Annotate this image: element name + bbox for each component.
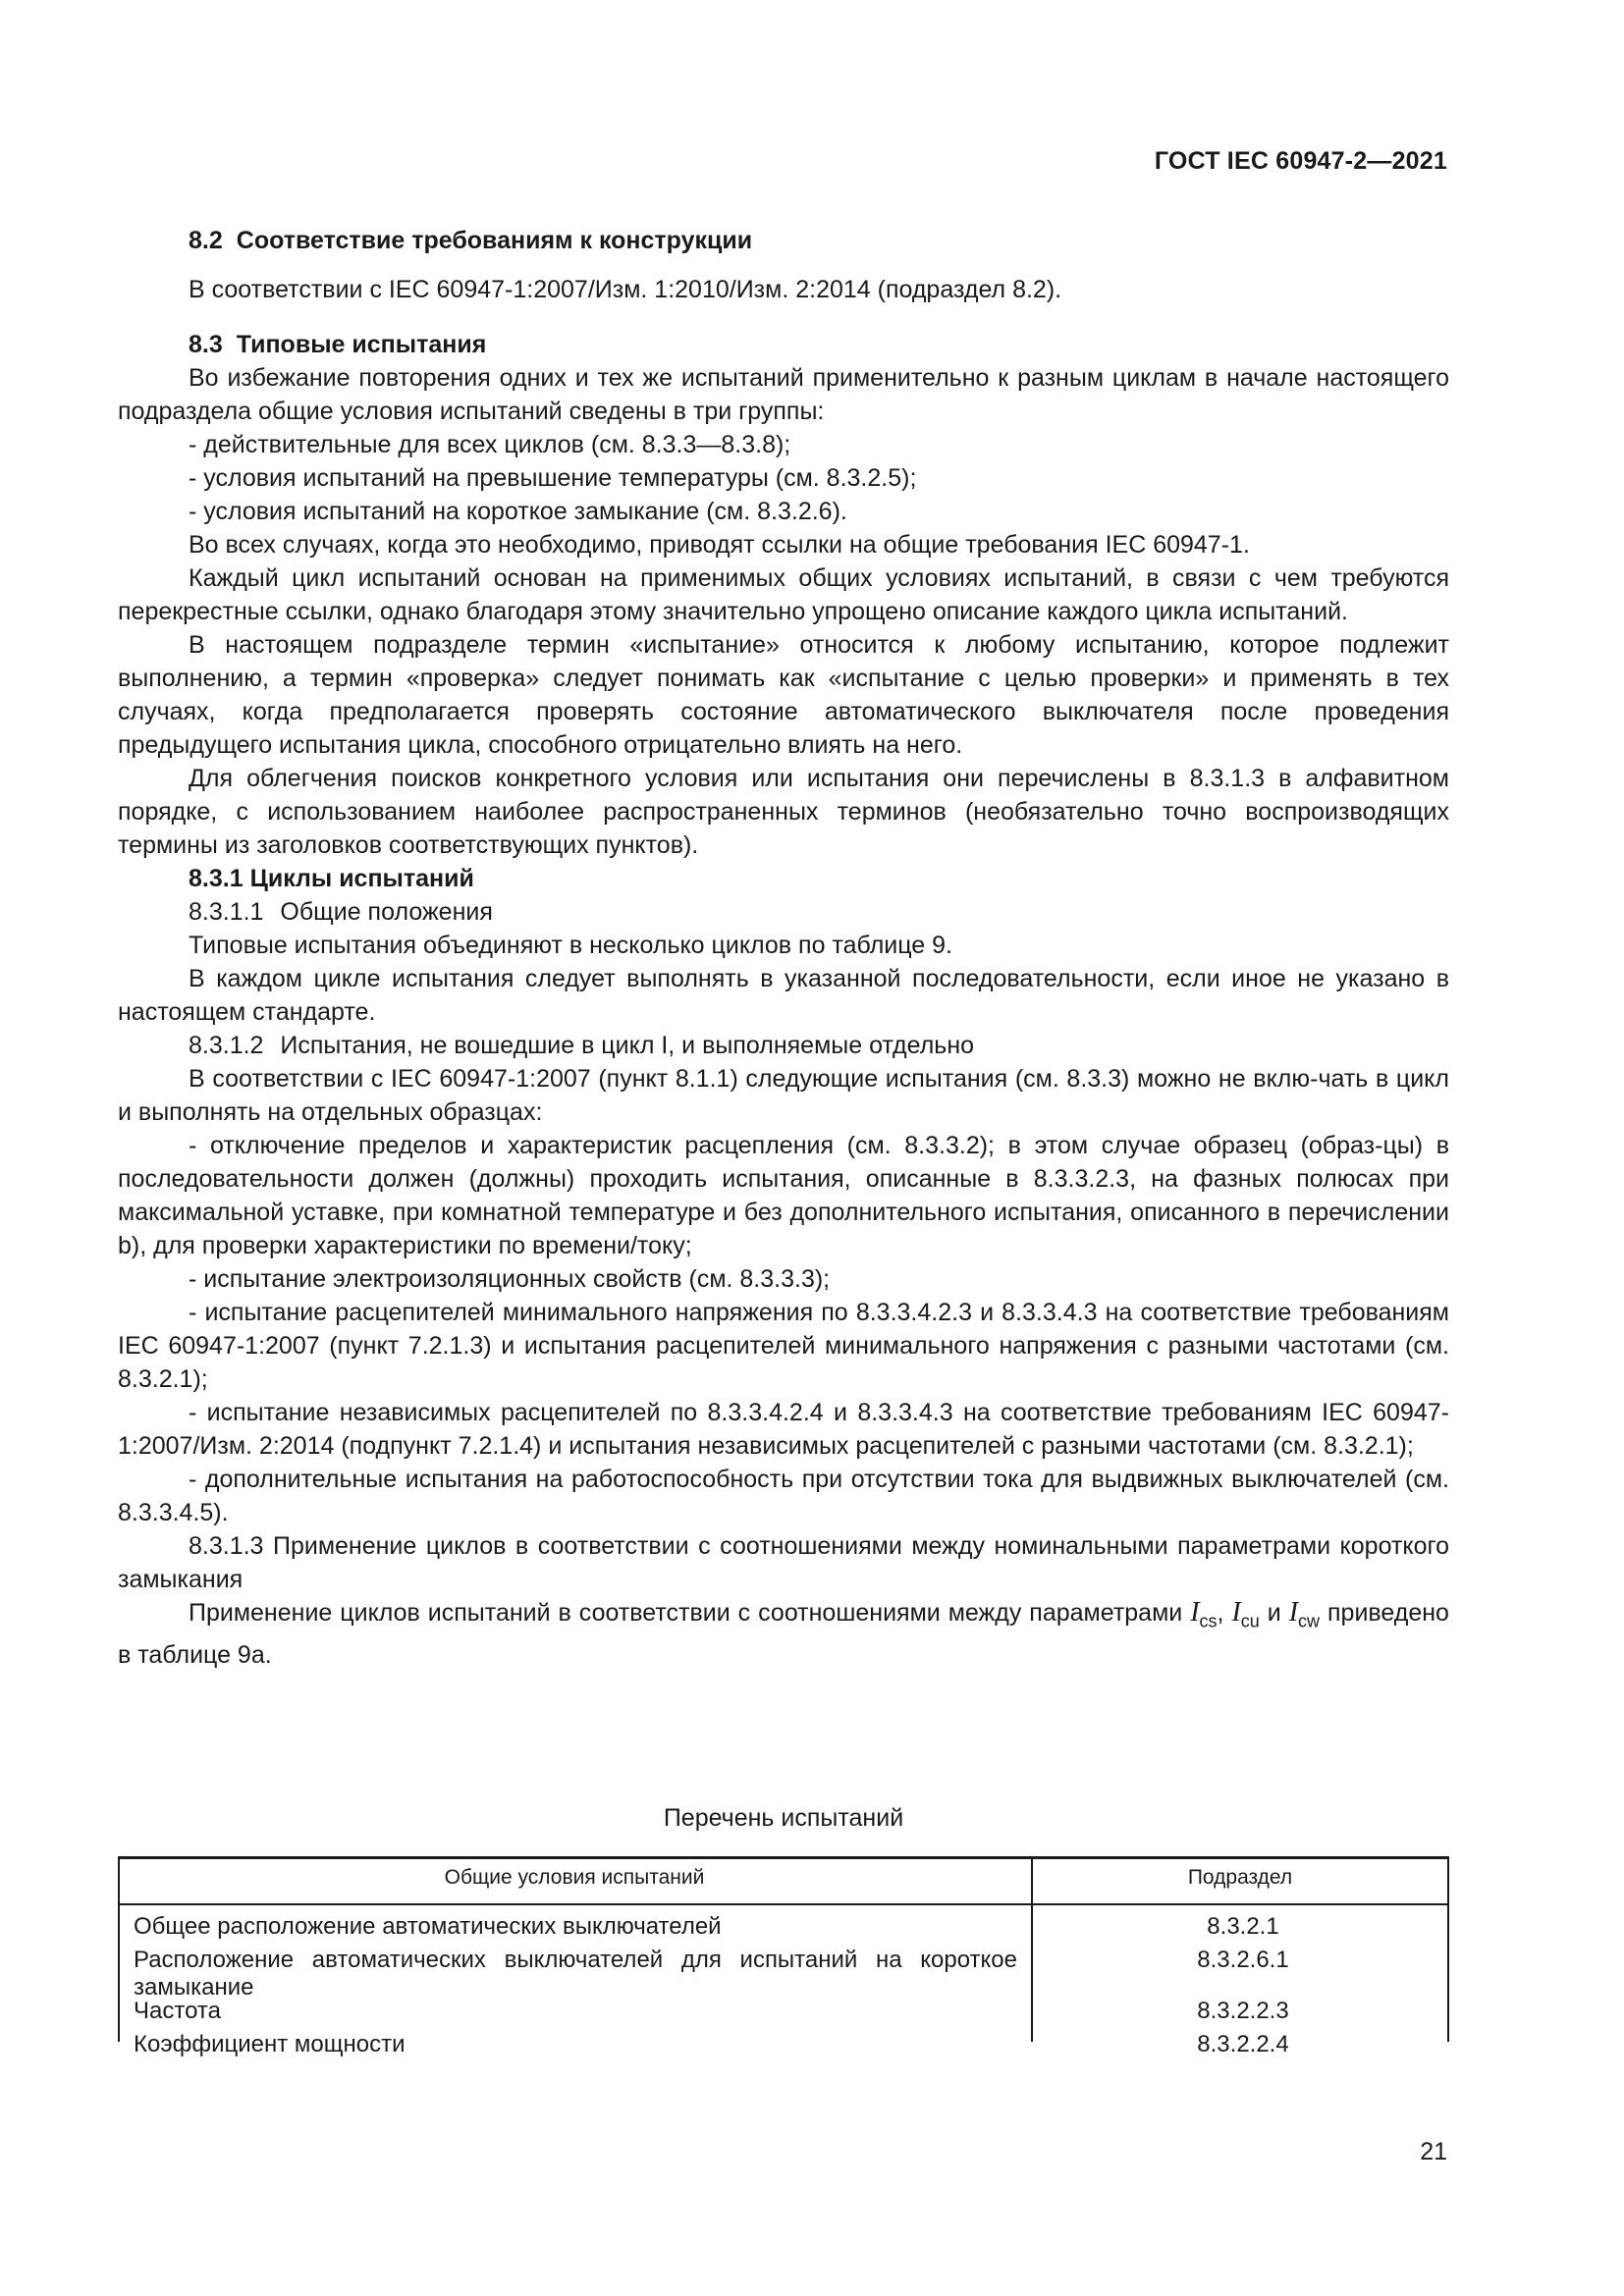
subsection-title: Применение циклов в соответствии с соотношениями между номинальными параметрами короткого замыкания (118, 1532, 1449, 1593)
document-body (118, 224, 1449, 1672)
subsection-8-3-1-3-heading (118, 1529, 1449, 1596)
section-8-3-heading (118, 328, 1449, 361)
list-item: - испытание независимых расцепителей по 8.3.3.4.2.4 и 8.3.3.4.3 на соответствие требованиям IEC 60947-1:2007/Изм. 2:2014 (подпункт 7.2.1.4) и испытания независимых расцепителей с разными частотами (см. 8.3.2.1); (118, 1399, 1449, 1460)
section-8-2-heading (118, 224, 1449, 257)
paragraph-with-symbols: Применение циклов испытаний в соответствии с соотношениями между параметрами $I_{cs}$, $I_{cu}$ и $I_{cw}$ приведено в таблице 9а. (118, 1597, 1449, 1669)
list-item: - испытание электроизоляционных свойств (см. 8.3.3.3); (189, 1265, 831, 1293)
section-number: 8.3.1 (189, 865, 244, 892)
section-8-3-1-heading (118, 862, 1449, 895)
page-number: 21 (1420, 2138, 1447, 2165)
text: Применение циклов испытаний в соответствии с соотношениями между параметрами (189, 1599, 1183, 1627)
paragraph: Для облегчения поисков конкретного условия или испытания они перечислены в 8.3.1.3 в алфавитном порядке, с использованием наиболее распространенных терминов (необязательно точно воспроизводящих термины из заголовков соответствующих пунктов). (118, 765, 1449, 859)
table-cell-section: 8.3.2.2.3 (1197, 1998, 1289, 2024)
table-header-section: Подраздел (1187, 1866, 1293, 1889)
table-cell-section: 8.3.2.2.4 (1197, 2031, 1289, 2057)
table-cell-condition: Частота (134, 1998, 221, 2024)
standard-number: ГОСТ IEC 60947-2—2021 (1154, 147, 1447, 175)
list-item: - действительные для всех циклов (см. 8.3.3—8.3.8); (189, 431, 791, 458)
section-title: Соответствие требованиям к конструкции (236, 227, 753, 254)
subsection-number: 8.3.1.3 (189, 1532, 264, 1560)
subsection-title: Испытания, не вошедшие в цикл I, и выполняемые отдельно (280, 1032, 975, 1059)
paragraph: В соответствии с IEC 60947-1:2007 (пункт 8.1.1) следующие испытания (см. 8.3.3) можно не вклю-чать в цикл и выполнять на отдельных образцах: (118, 1065, 1449, 1126)
table-cell-section: 8.3.2.1 (1207, 1913, 1279, 1940)
table-cell-condition: Коэффициент мощности (134, 2031, 406, 2057)
subsection-8-3-1-1-heading (118, 895, 1449, 929)
symbol-icw: $I_{cw}$ (1288, 1597, 1321, 1631)
table-cell-condition: Расположение автоматических выключателей для испытаний на короткое замыкание (134, 1947, 1017, 2001)
section-title: Типовые испытания (236, 331, 487, 358)
symbol-icu: $I_{cu}$ (1231, 1597, 1260, 1631)
table-header-conditions: Общие условия испытаний (444, 1866, 705, 1889)
subsection-number: 8.3.1.2 (189, 1032, 264, 1059)
subsection-8-3-1-2-heading (118, 1029, 1449, 1062)
paragraph: Типовые испытания объединяют в несколько циклов по таблице 9. (189, 932, 952, 959)
paragraph: Каждый цикл испытаний основан на применимых общих условиях испытаний, в связи с чем требуются перекрестные ссылки, однако благодаря этому значительно упрощено описание каждого цикла испытаний. (118, 564, 1449, 625)
list-item: - условия испытаний на превышение температуры (см. 8.3.2.5); (189, 464, 917, 492)
list-item: - отключение пределов и характеристик расцепления (см. 8.3.3.2); в этом случае образец (образ-цы) в последовательности должен (должны) проходить испытания, описанные в 8.3.3.2.3, на фазных полюсах при максимальной уставке, при комнатной температуре и без дополнительного испытания, описанного в перечислении b), для проверки характеристики по времени/току; (118, 1132, 1449, 1259)
subsection-title: Общие положения (280, 898, 493, 926)
section-number: 8.3 (189, 331, 223, 358)
table-cell-condition: Общее расположение автоматических выключателей (134, 1913, 722, 1940)
table-cell-section: 8.3.2.6.1 (1197, 1947, 1289, 1973)
table-border-top (118, 1856, 1449, 1859)
list-item: - условия испытаний на короткое замыкание (см. 8.3.2.6). (189, 498, 847, 525)
section-title: Циклы испытаний (249, 865, 474, 892)
table-title: Перечень испытаний (663, 1804, 904, 1832)
paragraph: В настоящем подразделе термин «испытание» относится к любому испытанию, которое подлежит выполнению, а термин «проверка» следует понимать как «испытание с целью проверки» и применять в тех случаях, когда предполагается проверять состояние автоматического выключателя после проведения предыдущего испытания цикла, способного отрицательно влиять на него. (118, 631, 1449, 759)
section-number: 8.2 (189, 227, 223, 254)
section-8-2-text: В соответствии с IEC 60947-1:2007/Изм. 1:2010/Изм. 2:2014 (подраздел 8.2). (189, 276, 1062, 303)
symbol-ics: $I_{cs}$ (1190, 1597, 1218, 1631)
paragraph: В каждом цикле испытания следует выполнять в указанной последовательности, если иное не указано в настоящем стандарте. (118, 965, 1449, 1026)
subsection-number: 8.3.1.1 (189, 898, 264, 926)
paragraph: Во всех случаях, когда это необходимо, приводят ссылки на общие требования IEC 60947-1. (189, 531, 1250, 559)
text: приведено в таблице 9а. (118, 1599, 1449, 1669)
list-item: - дополнительные испытания на работоспособность при отсутствии тока для выдвижных выключателей (см. 8.3.3.4.5). (118, 1466, 1449, 1526)
paragraph: Во избежание повторения одних и тех же испытаний применительно к разным циклам в начале настоящего подраздела общие условия испытаний сведены в три группы: (118, 364, 1449, 425)
list-item: - испытание расцепителей минимального напряжения по 8.3.3.4.2.3 и 8.3.3.4.3 на соответствие требованиям IEC 60947-1:2007 (пункт 7.2.1.3) и испытания расцепителей минимального напряжения с разными частотами (см. 8.3.2.1); (118, 1299, 1449, 1393)
table-header-separator (118, 1903, 1449, 1905)
